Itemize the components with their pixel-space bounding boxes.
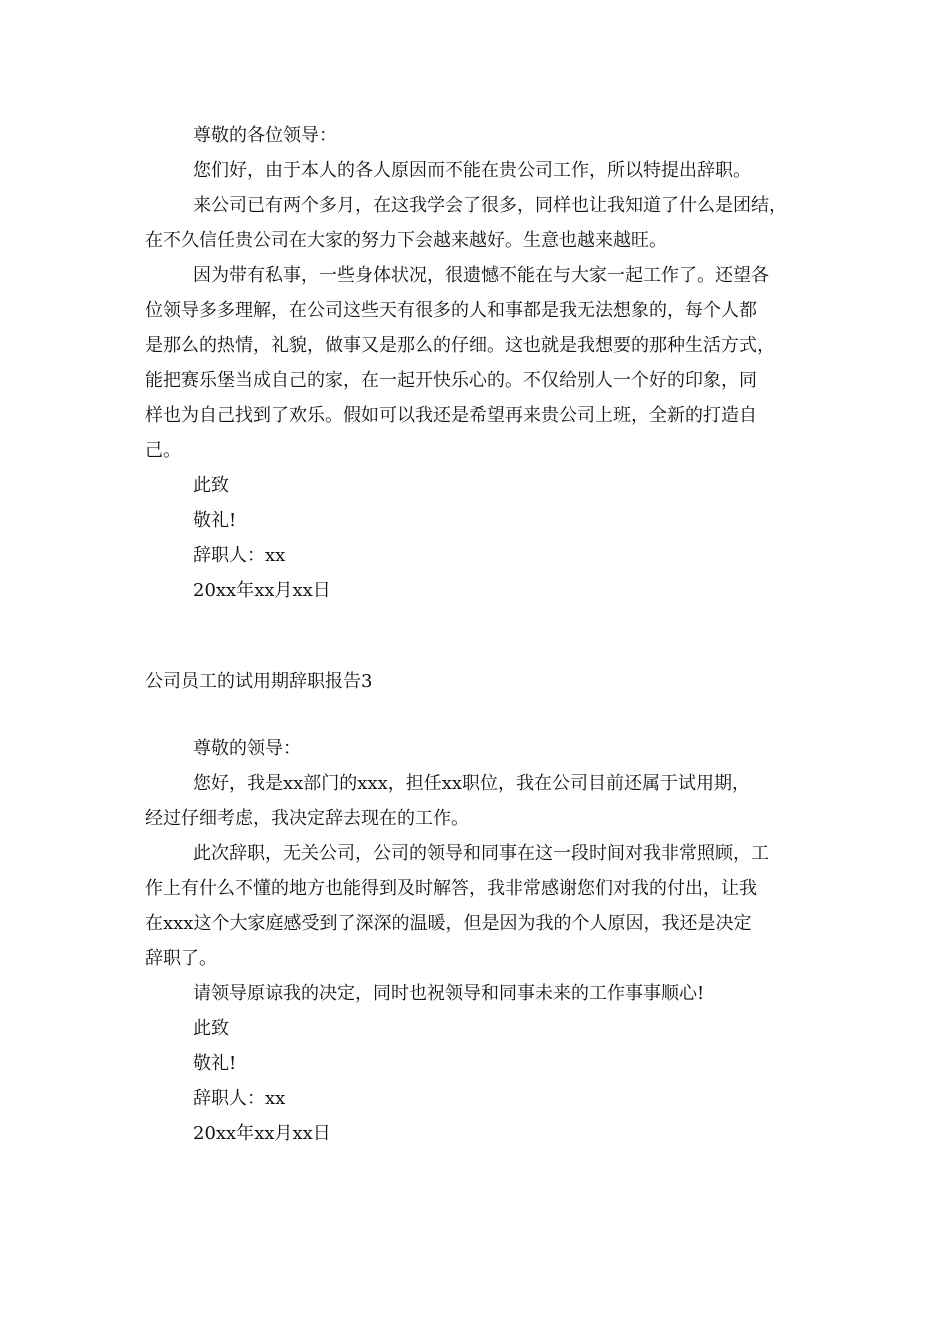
paragraph-line: 在不久信任贵公司在大家的努力下会越来越好。生意也越来越旺。 [145, 230, 667, 251]
letter-signer: 辞职人：xx [193, 545, 286, 566]
letter-date: 20xx年xx月xx日 [193, 580, 331, 601]
paragraph-line: 辞职了。 [145, 948, 217, 969]
paragraph-line: 作上有什么不懂的地方也能得到及时解答，我非常感谢您们对我的付出，让我 [145, 878, 757, 899]
letter-closing-salute: 敬礼! [193, 1053, 237, 1074]
letter-paragraph [145, 976, 825, 1011]
paragraph-line: 能把赛乐堡当成自己的家，在一起开快乐心的。不仅给别人一个好的印象，同 [145, 370, 757, 391]
section-spacer [145, 608, 825, 664]
paragraph-line: 是那么的热情，礼貌，做事又是那么的仔细。这也就是我想要的那种生活方式， [145, 335, 775, 356]
letter-2 [145, 731, 825, 1151]
section-title: 公司员工的试用期辞职报告3 [145, 671, 373, 692]
letter-closing: 此致 [193, 475, 229, 496]
paragraph-line: 因为带有私事，一些身体状况，很遗憾不能在与大家一起工作了。还望各 [193, 265, 769, 286]
paragraph-line: 请领导原谅我的决定，同时也祝领导和同事未来的工作事事顺心! [193, 983, 705, 1004]
paragraph-line: 此次辞职，无关公司，公司的领导和同事在这一段时间对我非常照顾，工 [193, 843, 769, 864]
paragraph-line: 您好，我是xx部门的xxx，担任xx职位，我在公司目前还属于试用期， [193, 773, 751, 794]
letter-paragraph [145, 258, 825, 468]
paragraph-line: 您们好，由于本人的各人原因而不能在贵公司工作，所以特提出辞职。 [193, 160, 751, 181]
letter-closing: 此致 [193, 1018, 229, 1039]
letter-paragraph [145, 188, 825, 258]
letter-salutation: 尊敬的领导： [193, 738, 301, 759]
paragraph-line: 经过仔细考虑，我决定辞去现在的工作。 [145, 808, 469, 829]
paragraph-line: 来公司已有两个多月，在这我学会了很多，同样也让我知道了什么是团结， [193, 195, 787, 216]
letter-paragraph [145, 153, 825, 188]
letter-paragraph [145, 766, 825, 836]
letter-1 [145, 118, 825, 608]
document-body [145, 118, 825, 1151]
letter-date: 20xx年xx月xx日 [193, 1123, 331, 1144]
letter-closing-salute: 敬礼! [193, 510, 237, 531]
paragraph-line: 位领导多多理解，在公司这些天有很多的人和事都是我无法想象的，每个人都 [145, 300, 757, 321]
letter-signer: 辞职人：xx [193, 1088, 286, 1109]
section-spacer [145, 699, 825, 731]
letter-salutation: 尊敬的各位领导： [193, 125, 337, 146]
paragraph-line: 样也为自己找到了欢乐。假如可以我还是希望再来贵公司上班，全新的打造自 [145, 405, 757, 426]
paragraph-line: 在xxx这个大家庭感受到了深深的温暖，但是因为我的个人原因，我还是决定 [145, 913, 752, 934]
letter-paragraph [145, 836, 825, 976]
paragraph-line: 己。 [145, 440, 181, 461]
